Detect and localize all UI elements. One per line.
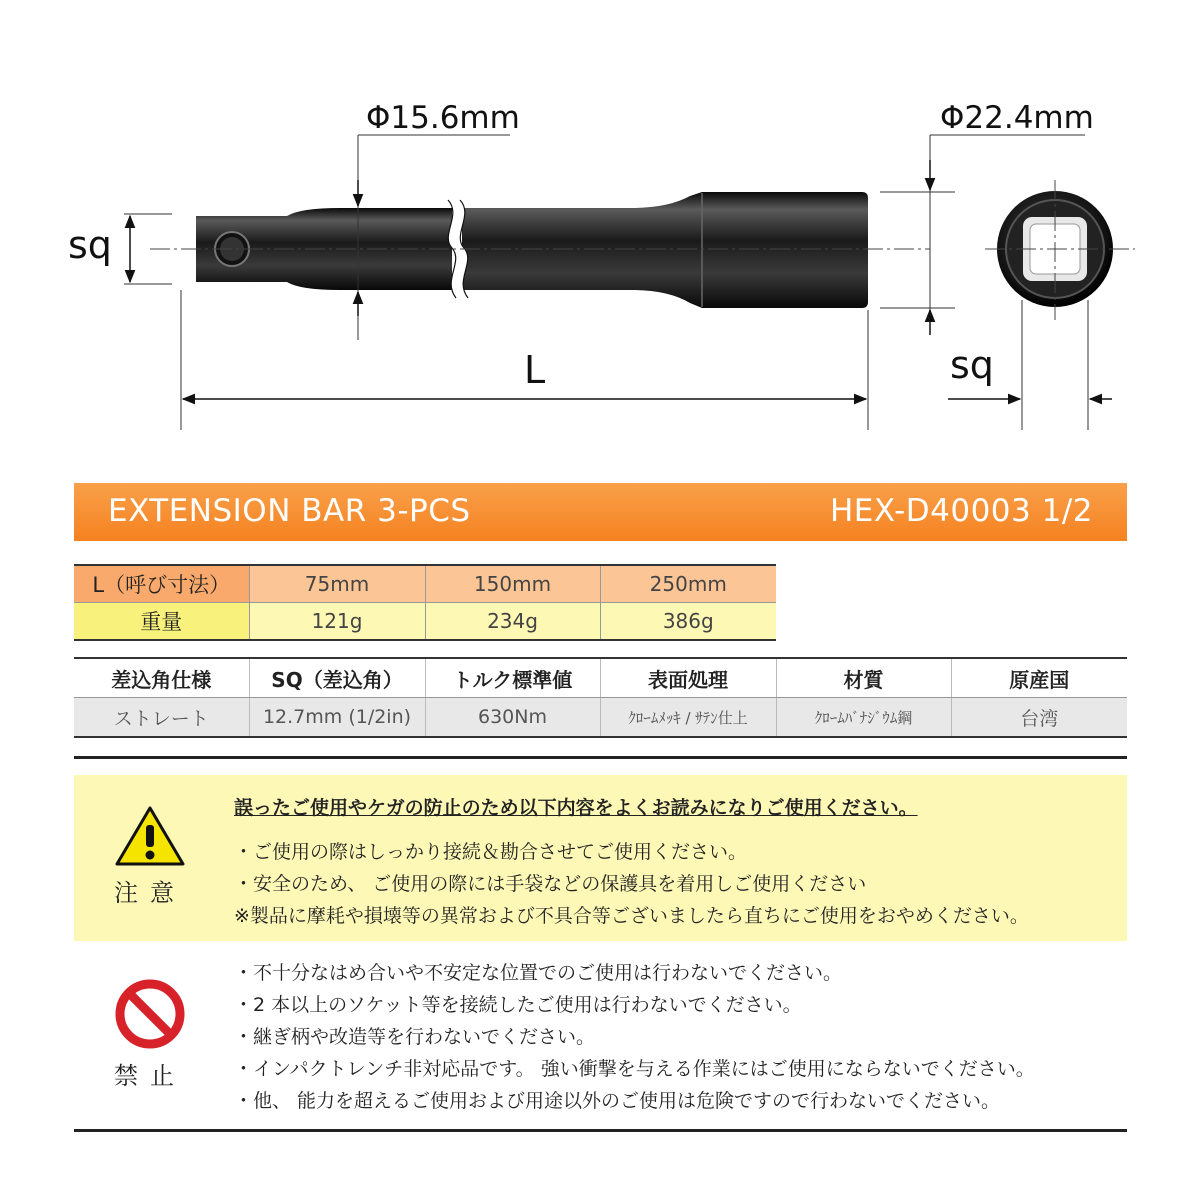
spec-header: 差込角仕様 [74,658,249,698]
spec-header: 表面処理 [600,658,776,698]
dim-socket-diameter: Φ22.4mm [940,100,1094,136]
prohibition-line: ・他、 能力を超えるご使用および用途以外のご使用は危険ですので行わないでください。 [234,1090,1001,1112]
prohibition-label: 禁止 [114,1062,186,1090]
caution-section [74,775,1127,941]
spec-value: ストレート [74,698,249,738]
spec-header: SQ（差込角） [249,658,425,698]
length-value: 250mm [600,565,776,603]
spec-value: 台湾 [951,698,1127,738]
dim-shaft-diameter: Φ15.6mm [366,100,520,136]
caution-line: ・安全のため、 ご使用の際には手袋などの保護具を着用しご使用ください [234,873,867,895]
divider [74,756,1127,759]
product-title: EXTENSION BAR 3-PCS [108,493,471,529]
caution-line: ※製品に摩耗や損壊等の異常および不具合等ございましたら直ちにご使用をおやめください。 [234,905,1029,927]
weight-header: 重量 [74,603,249,641]
prohibition-line: ・不十分なはめ合いや不安定な位置でのご使用は行わないでください。 [234,962,843,984]
weight-value: 234g [425,603,600,641]
spec-value: 12.7mm (1/2in) [249,698,425,738]
spec-value-row [74,698,1127,738]
caution-line: ・ご使用の際はしっかり接続＆勘合させてご使用ください。 [234,841,748,863]
model-number: HEX-D40003 1/2 [829,493,1093,529]
caution-label: 注意 [114,879,186,907]
prohibition-section [74,948,1127,1128]
spec-header: 材質 [776,658,951,698]
spec-header: 原産国 [951,658,1127,698]
weight-value: 386g [600,603,776,641]
prohibited-icon [114,978,186,1050]
length-weight-table [74,564,776,641]
length-value: 150mm [425,565,600,603]
spec-header-row [74,658,1127,698]
dim-length: L [524,348,546,392]
divider [74,1129,1127,1132]
product-banner [74,483,1127,541]
spec-table [74,657,1127,738]
spec-value: 630Nm [425,698,600,738]
prohibition-line: ・2 本以上のソケット等を接続したご使用は行わないでください。 [234,994,802,1016]
prohibition-line: ・継ぎ柄や改造等を行わないでください。 [234,1026,596,1048]
weight-value: 121g [249,603,425,641]
spec-value: ｸﾛｰﾑﾒｯｷ / ｻﾃﾝ仕上 [600,698,776,738]
length-row [74,565,776,603]
prohibition-line: ・インパクトレンチ非対応品です。 強い衝撃を与える作業にはご使用にならないでください。 [234,1058,1035,1080]
spec-value: ｸﾛｰﾑﾊﾞﾅｼﾞｳﾑ鋼 [776,698,951,738]
extension-bar-diagram [0,0,1200,460]
spec-header: トルク標準値 [425,658,600,698]
length-header: L（呼び寸法） [74,565,249,603]
weight-row [74,603,776,641]
dim-sq-right: sq [950,343,994,387]
dim-sq-left: sq [68,223,112,267]
extension-bar-body [196,192,868,308]
length-value: 75mm [249,565,425,603]
warning-icon [114,805,186,867]
caution-title: 誤ったご使用やケガの防止のため以下内容をよくお読みになりご使用ください。 [234,797,918,819]
